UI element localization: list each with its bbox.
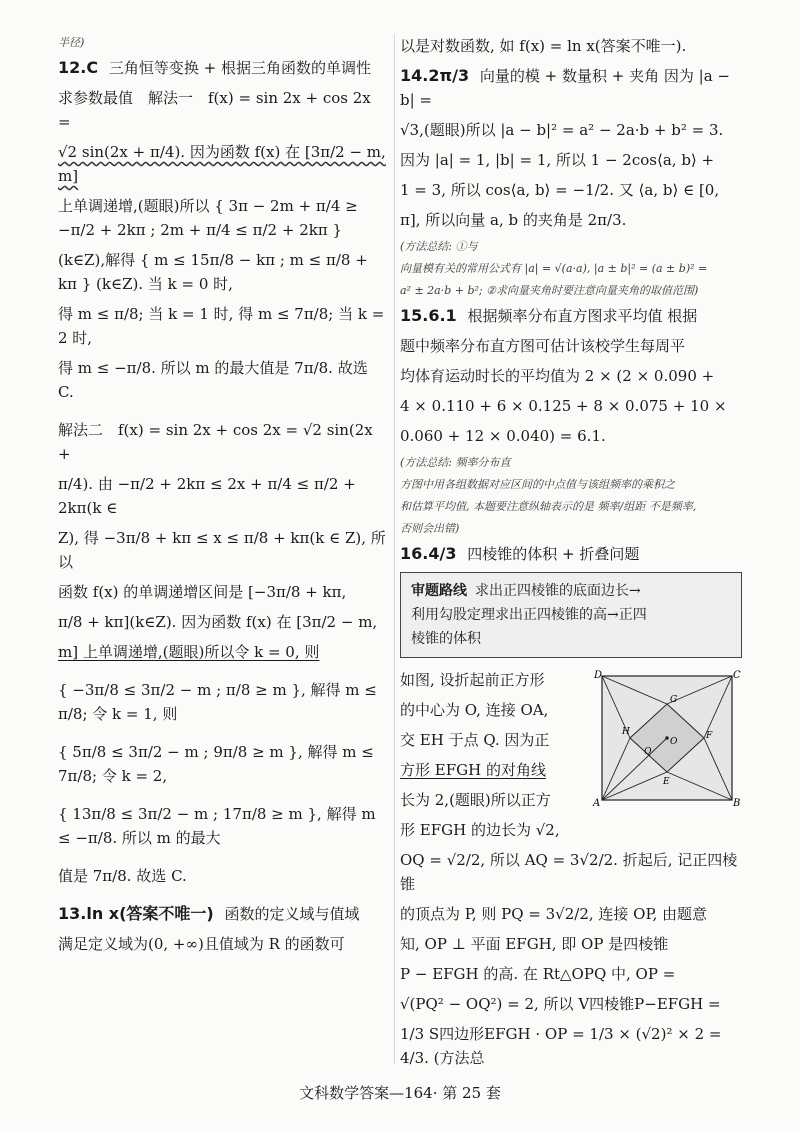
q12-line-11: π/8 + kπ](k∈Z). 因为函数 f(x) 在 [3π/2 − m, — [58, 613, 378, 631]
question-12 — [58, 56, 388, 888]
q14-line-3: 因为 |a| = 1, |b| = 1, 所以 1 − 2cos⟨a, b⟩ + — [400, 151, 715, 169]
q12-line-3: 上单调递增,(题眼)所以 { 3π − 2m + π/4 ≥ −π/2 + 2kπ ; 2m + π/4 ≤ π/2 + 2kπ } — [58, 197, 358, 239]
question-14 — [400, 64, 742, 300]
q16-line-6: 1/3 S四边形EFGH · OP = 1/3 × (√2)² × 2 = 4/3. (方法总 — [400, 1025, 722, 1067]
q12-answer: 12.C — [58, 58, 99, 77]
q15-topic: 根据频率分布直方图求平均值 — [467, 307, 663, 325]
column-divider — [394, 34, 395, 1064]
q12-line-9: Z), 得 −3π/8 + kπ ≤ x ≤ π/8 + kπ(k ∈ Z), 所以 — [58, 529, 386, 571]
q12-line-8: π/4). 由 −π/2 + 2kπ ≤ 2x + π/4 ≤ π/2 + 2kπ(k ∈ — [58, 475, 356, 517]
q15-note-4: 否则会出错) — [400, 522, 460, 535]
label-c: C — [733, 670, 741, 681]
label-d: D — [594, 670, 603, 681]
q15-line-3: 均体育运动时长的平均值为 2 × (2 × 0.090 + — [400, 367, 715, 385]
right-column — [400, 34, 742, 1076]
q12-line-6: 得 m ≤ −π/8. 所以 m 的最大值是 7π/8. 故选 C. — [58, 359, 368, 401]
folded-square-diagram — [592, 668, 742, 808]
q12-line-2: √2 sin(2x + π/4). 因为函数 f(x) 在 [3π/2 − m, m] — [58, 143, 386, 185]
label-g: G — [670, 695, 678, 705]
q14-line-5: π], 所以向量 a, b 的夹角是 2π/3. — [400, 211, 627, 229]
q16-line-1: OQ = √2/2, 所以 AQ = 3√2/2. 折起后, 记正四棱锥 — [400, 851, 738, 893]
q16-line-4: P − EFGH 的高. 在 Rt△OPQ 中, OP = — [400, 965, 676, 983]
label-o: O — [670, 737, 678, 747]
q12-line-5: 得 m ≤ π/8; 当 k = 1 时, 得 m ≤ 7π/8; 当 k = 2 时, — [58, 305, 385, 347]
q16-fig-line-4: 方形 EFGH 的对角线 — [400, 761, 546, 779]
q14-topic: 向量的模 + 数量积 + 夹角 — [479, 67, 660, 85]
q16-fig-line-1: 如图, 设折起前正方形 — [400, 671, 545, 689]
top-fragment: 半径) — [58, 36, 85, 49]
q16-line-3: 知, OP ⊥ 平面 EFGH, 即 OP 是四棱锥 — [400, 935, 669, 953]
q16-fig-line-3: 交 EH 于点 Q. 因为正 — [400, 731, 550, 749]
review-route-line-1: 求出正四棱锥的底面边长→ — [475, 583, 641, 599]
q15-note-1: (方法总结: 频率分布直 — [400, 456, 511, 469]
q12-line-7: 解法二 f(x) = sin 2x + cos 2x = √2 sin(2x + — [58, 421, 373, 463]
label-a: A — [593, 798, 601, 808]
q14-answer: 14.2π/3 — [400, 66, 470, 85]
question-16 — [400, 542, 742, 1070]
review-route-box — [400, 572, 742, 658]
q13-answer: 13.ln x(答案不唯一) — [58, 904, 214, 923]
label-f: F — [706, 731, 713, 741]
q12-line-1: 求参数最值 解法一 f(x) = sin 2x + cos 2x = — [58, 89, 371, 131]
q12-line-4: (k∈Z),解得 { m ≤ 15π/8 − kπ ; m ≤ π/8 + kπ } (k∈Z). 当 k = 0 时, — [58, 251, 368, 293]
q14-note-1: (方法总结: ①与 — [400, 240, 478, 253]
q12-line-15: { 13π/8 ≤ 3π/2 − m ; 17π/8 ≥ m }, 解得 m ≤ −π/8. 所以 m 的最大 — [58, 805, 376, 847]
q12-line-12: m] 上单调递增,(题眼)所以令 k = 0, 则 — [58, 643, 320, 661]
figure-block — [400, 668, 742, 848]
q14-line-2: √3,(题眼)所以 |a − b|² = a² − 2a·b + b² = 3. — [400, 121, 724, 139]
question-15 — [400, 304, 742, 538]
label-b: B — [733, 798, 741, 808]
q13-continuation: 以是对数函数, 如 f(x) = ln x(答案不唯一). — [400, 37, 687, 55]
q13-line-1: 满足定义域为(0, +∞)且值域为 R 的函数可 — [58, 935, 345, 953]
q12-line-16: 值是 7π/8. 故选 C. — [58, 867, 187, 885]
q16-line-2: 的顶点为 P, 则 PQ = 3√2/2, 连接 OP, 由题意 — [400, 905, 708, 923]
q12-topic: 三角恒等变换 + 根据三角函数的单调性 — [108, 59, 371, 77]
label-e: E — [663, 777, 670, 787]
q14-line-4: 1 = 3, 所以 cos⟨a, b⟩ = −1/2. 又 ⟨a, b⟩ ∈ [0, — [400, 181, 720, 199]
q15-line-1: 根据 — [667, 307, 698, 325]
q14-note-2: 向量模有关的常用公式有 |a| = √(a·a), |a ± b|² = (a ± b)² = — [400, 262, 708, 275]
q14-line-1: 因为 |a − b| = — [400, 67, 730, 109]
label-h: H — [622, 727, 630, 737]
q16-line-5: √(PQ² − OQ²) = 2, 所以 V四棱锥P−EFGH = — [400, 995, 721, 1013]
q13-topic: 函数的定义域与值域 — [224, 905, 360, 923]
q15-line-4: 4 × 0.110 + 6 × 0.125 + 8 × 0.075 + 10 × — [400, 397, 727, 415]
q12-line-14: { 5π/8 ≤ 3π/2 − m ; 9π/8 ≥ m }, 解得 m ≤ 7π/8; 令 k = 2, — [58, 743, 374, 785]
q12-line-10: 函数 f(x) 的单调递增区间是 [−3π/8 + kπ, — [58, 583, 347, 601]
label-q: Q — [644, 747, 652, 757]
review-route-line-3: 棱锥的体积 — [411, 631, 481, 647]
q15-answer: 15.6.1 — [400, 306, 457, 325]
q15-note-3: 和估算平均值, 本题要注意纵轴表示的是 频率/组距 不是频率, — [400, 500, 697, 513]
q16-fig-line-6: 形 EFGH 的边长为 √2, — [400, 821, 560, 839]
figure-text — [400, 668, 586, 848]
review-route-line-2: 利用勾股定理求出正四棱锥的高→正四 — [411, 607, 647, 623]
q16-answer: 16.4/3 — [400, 544, 457, 563]
q16-fig-line-2: 的中心为 O, 连接 OA, — [400, 701, 549, 719]
q15-line-2: 题中频率分布直方图可估计该校学生每周平 — [400, 337, 686, 355]
left-column — [58, 34, 388, 962]
q12-line-13: { −3π/8 ≤ 3π/2 − m ; π/8 ≥ m }, 解得 m ≤ π/8; 令 k = 1, 则 — [58, 681, 377, 723]
q16-fig-line-5: 长为 2,(题眼)所以正方 — [400, 791, 551, 809]
q15-note-2: 方图中用各组数据对应区间的中点值与该组频率的乘积之 — [400, 478, 675, 491]
q16-topic: 四棱锥的体积 + 折叠问题 — [467, 545, 640, 563]
question-13 — [58, 902, 388, 956]
q15-line-5: 0.060 + 12 × 0.040) = 6.1. — [400, 427, 606, 445]
page-footer: 文科数学答案—164· 第 25 套 — [299, 1084, 501, 1102]
q14-note-3: a² ± 2a·b + b²; ②求向量夹角时要注意向量夹角的取值范围) — [400, 284, 699, 297]
review-route-label: 审题路线 — [411, 583, 467, 599]
